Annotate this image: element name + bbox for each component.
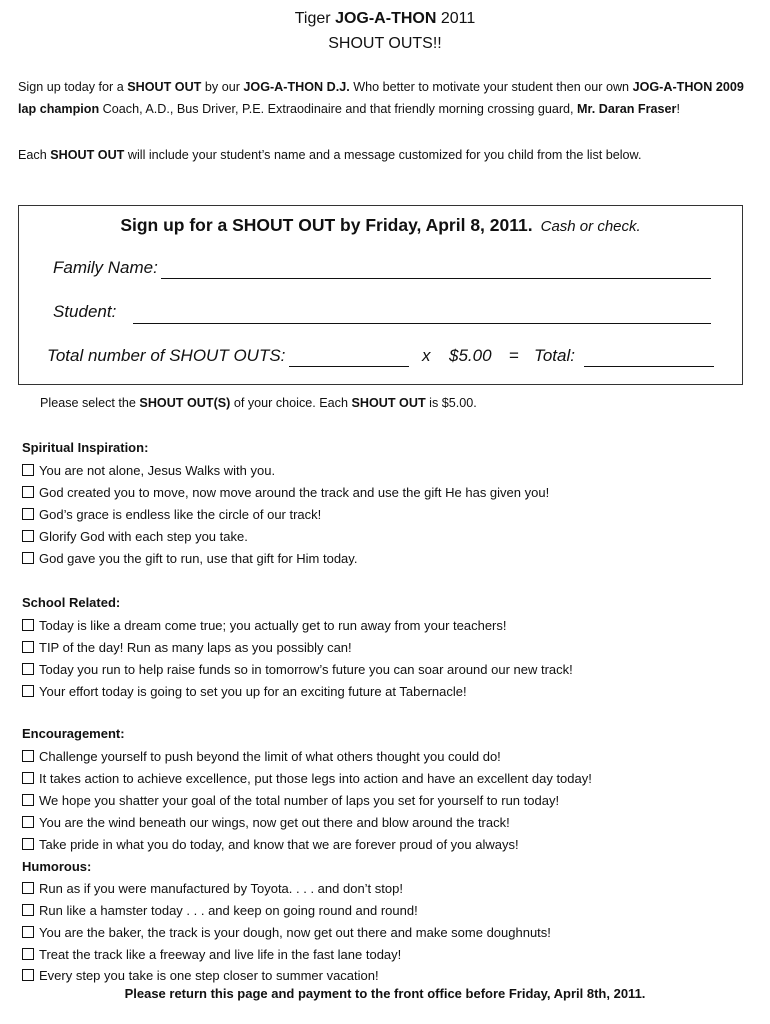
list-item[interactable] [22, 790, 559, 810]
title-prefix: Tiger [294, 10, 336, 27]
selection-instructions [40, 396, 477, 410]
option-text: Today you run to help raise funds so in tomorrow’s future you can soar around our new track! [39, 661, 573, 677]
checkbox[interactable] [22, 685, 34, 697]
list-item[interactable] [22, 900, 418, 920]
option-text: You are the baker, the track is your dough, now get out there and make some doughnuts! [39, 924, 551, 940]
intro-paragraph [18, 76, 758, 120]
intro-text: Coach, A.D., Bus Driver, P.E. Extraodinaire and that friendly morning crossing guard, [99, 102, 578, 116]
total-label: Total: [534, 346, 575, 365]
checkbox[interactable] [22, 904, 34, 916]
list-item[interactable] [22, 615, 507, 635]
each-text: Each [18, 148, 51, 162]
family-name-label: Family Name: [53, 258, 158, 277]
option-text: Every step you take is one step closer to summer vacation! [39, 967, 379, 983]
option-text: Glorify God with each step you take. [39, 528, 248, 544]
list-item[interactable] [22, 482, 549, 502]
note-bold: SHOUT OUT(S) [139, 396, 231, 410]
list-item[interactable] [22, 504, 321, 524]
intro-text: ! [676, 102, 680, 116]
checkbox[interactable] [22, 969, 34, 981]
payment-note: Cash or check. [540, 218, 641, 235]
total-shoutouts-label: Total number of SHOUT OUTS: [47, 346, 286, 365]
checkbox[interactable] [22, 750, 34, 762]
list-item[interactable] [22, 659, 573, 679]
option-text: We hope you shatter your goal of the total number of laps you set for yourself to run today! [39, 792, 560, 808]
option-text: God created you to move, now move around the track and use the gift He has given you! [39, 484, 550, 500]
student-field[interactable] [133, 323, 711, 324]
each-text: will include your student’s name and a message customized for you child from the list below. [124, 148, 642, 162]
form-heading-text: Sign up for a SHOUT OUT by Friday, April 8, 2011. [120, 215, 533, 235]
list-item[interactable] [22, 768, 592, 788]
intro-text: by our [201, 80, 244, 94]
checkbox[interactable] [22, 464, 34, 476]
checkbox[interactable] [22, 486, 34, 498]
option-text: You are the wind beneath our wings, now get out there and blow around the track! [39, 814, 510, 830]
option-text: God’s grace is endless like the circle of our track! [39, 506, 322, 522]
list-item[interactable] [22, 746, 501, 766]
section-school-title: School Related: [22, 595, 121, 610]
option-text: Your effort today is going to set you up for an exciting future at Tabernacle! [39, 683, 467, 699]
times-symbol: x [422, 346, 431, 365]
option-text: You are not alone, Jesus Walks with you. [39, 462, 276, 478]
checkbox[interactable] [22, 794, 34, 806]
list-item[interactable] [22, 526, 248, 546]
equals-symbol: = [509, 346, 519, 365]
form-heading [19, 215, 742, 236]
list-item[interactable] [22, 944, 401, 964]
each-bold: SHOUT OUT [50, 148, 125, 162]
return-instructions: Please return this page and payment to the front office before Friday, April 8th, 2011. [124, 986, 646, 1001]
family-name-field[interactable] [161, 278, 711, 279]
intro-bold: JOG-A-THON 2009 lap champion [18, 80, 744, 116]
option-text: Today is like a dream come true; you actually get to run away from your teachers! [39, 617, 507, 633]
section-spiritual-title: Spiritual Inspiration: [22, 440, 149, 455]
title-event: JOG-A-THON [335, 10, 437, 27]
list-item[interactable] [22, 637, 352, 657]
option-text: Take pride in what you do today, and know that we are forever proud of you always! [39, 836, 519, 852]
list-item[interactable] [22, 965, 379, 985]
checkbox[interactable] [22, 619, 34, 631]
section-humorous-title: Humorous: [22, 859, 92, 874]
intro-bold: JOG-A-THON D.J. [243, 80, 350, 94]
checkbox[interactable] [22, 552, 34, 564]
intro-bold: Mr. Daran Fraser [577, 102, 677, 116]
note-text: of your choice. Each [230, 396, 352, 410]
each-paragraph [18, 144, 758, 166]
list-item[interactable] [22, 812, 510, 832]
intro-text: Who better to motivate your student then our own [349, 80, 633, 94]
list-item[interactable] [22, 878, 403, 898]
checkbox[interactable] [22, 663, 34, 675]
page-subtitle: SHOUT OUTS!! [328, 35, 442, 52]
checkbox[interactable] [22, 816, 34, 828]
list-item[interactable] [22, 922, 551, 942]
note-text: is $5.00. [425, 396, 477, 410]
list-item[interactable] [22, 460, 275, 480]
list-item[interactable] [22, 834, 519, 854]
note-bold: SHOUT OUT [351, 396, 426, 410]
checkbox[interactable] [22, 882, 34, 894]
signup-form-box [18, 205, 743, 385]
checkbox[interactable] [22, 926, 34, 938]
page-title [0, 10, 770, 28]
option-text: It takes action to achieve excellence, put those legs into action and have an excellent day today! [39, 770, 592, 786]
checkbox[interactable] [22, 838, 34, 850]
list-item[interactable] [22, 681, 467, 701]
option-text: God gave you the gift to run, use that gift for Him today. [39, 550, 358, 566]
unit-price: $5.00 [449, 346, 492, 365]
total-amount-field[interactable] [584, 366, 714, 367]
option-text: Treat the track like a freeway and live life in the fast lane today! [39, 946, 402, 962]
option-text: Run as if you were manufactured by Toyota. . . . and don’t stop! [39, 880, 403, 896]
intro-bold: SHOUT OUT [127, 80, 202, 94]
option-text: Challenge yourself to push beyond the limit of what others thought you could do! [39, 748, 501, 764]
student-label: Student: [53, 302, 117, 321]
checkbox[interactable] [22, 530, 34, 542]
checkbox[interactable] [22, 508, 34, 520]
section-encouragement-title: Encouragement: [22, 726, 125, 741]
total-shoutouts-field[interactable] [289, 366, 409, 367]
option-text: TIP of the day! Run as many laps as you possibly can! [39, 639, 352, 655]
checkbox[interactable] [22, 641, 34, 653]
option-text: Run like a hamster today . . . and keep on going round and round! [39, 902, 418, 918]
intro-text: Sign up today for a [18, 80, 128, 94]
list-item[interactable] [22, 548, 357, 568]
checkbox[interactable] [22, 772, 34, 784]
note-text: Please select the [40, 396, 140, 410]
checkbox[interactable] [22, 948, 34, 960]
title-year: 2011 [436, 10, 476, 27]
